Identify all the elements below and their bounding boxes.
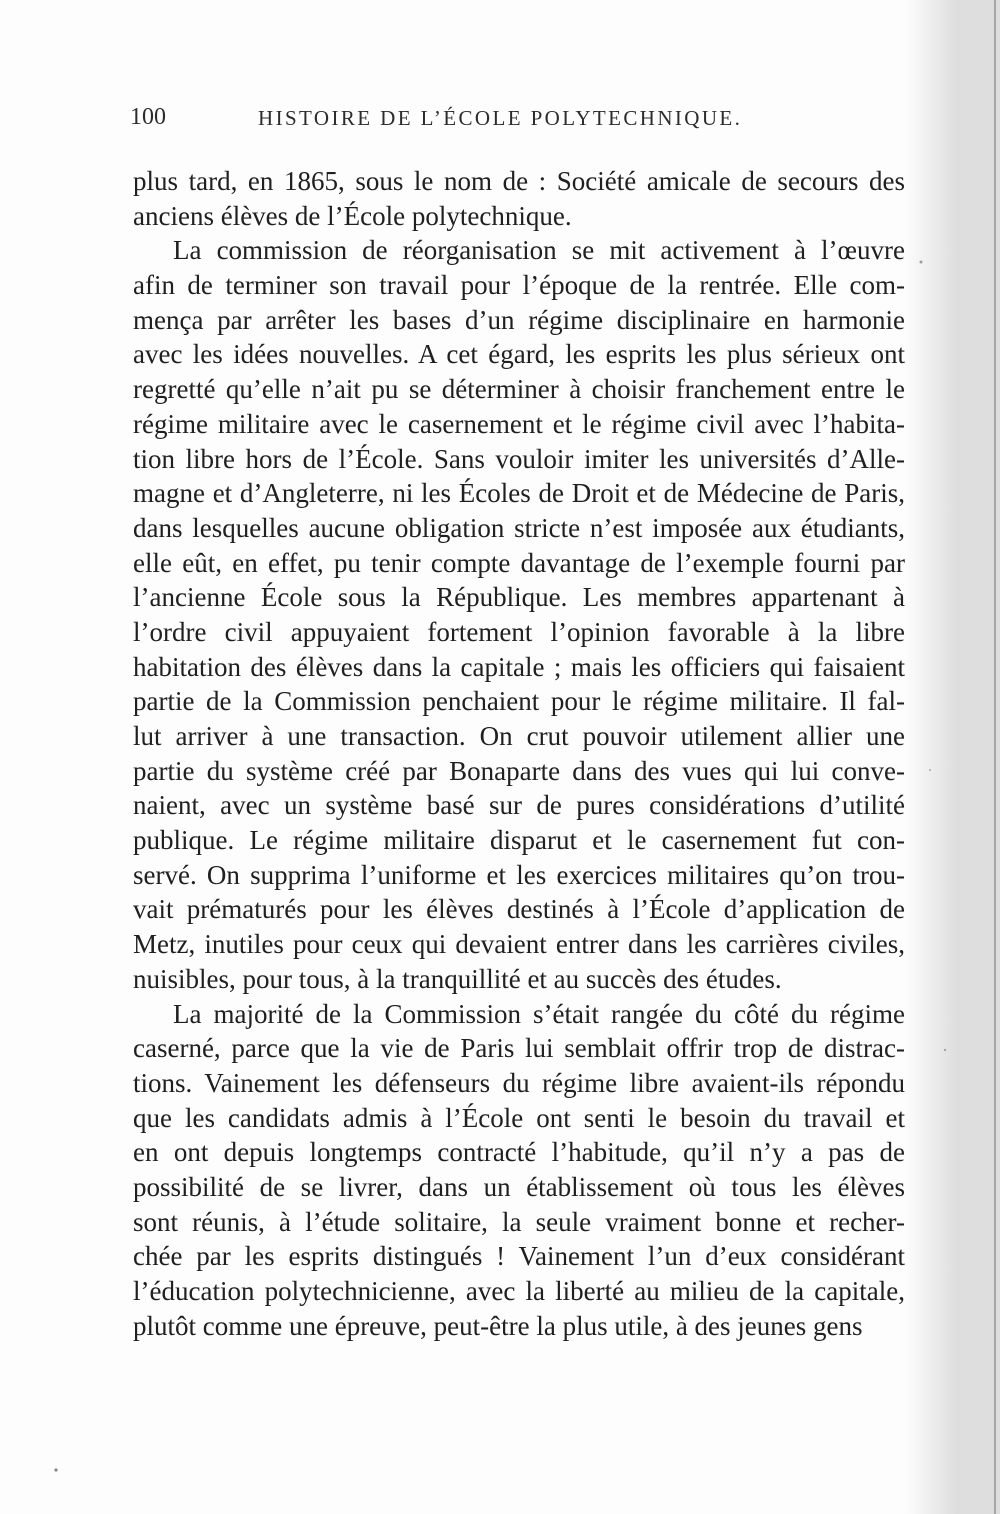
text-line: tion libre hors de l’École. Sans vouloir imiter les universités d’Alle- [133,443,905,474]
text-line: servé. On supprima l’uniforme et les exercices militaires qu’on trou- [133,859,905,890]
text-line: habitation des élèves dans la capitale ; mais les officiers qui faisaient [133,651,905,682]
running-title: HISTOIRE DE L’ÉCOLE POLYTECHNIQUE. [258,106,743,130]
text-line: publique. Le régime militaire disparut et le casernement fut con- [133,825,905,856]
text-line: La majorité de la Commission s’était rangée du côté du régime [173,998,905,1029]
text-line: nuisibles, pour tous, à la tranquillité et au succès des études. [133,963,782,994]
text-line: l’ancienne École sous la République. Les membres appartenant à [133,582,905,613]
text-line: vait prématurés pour les élèves destinés à l’École d’application de [133,894,905,925]
text-line: en ont depuis longtemps contracté l’habitude, qu’il n’y a pas de [133,1137,905,1168]
text-line: afin de terminer son travail pour l’époque de la rentrée. Elle com- [133,270,905,301]
text-line: tions. Vainement les défenseurs du régime libre avaient-ils répondu [133,1067,905,1098]
text-line: l’ordre civil appuyaient fortement l’opinion favorable à la libre [133,616,905,647]
text-line: avec les idées nouvelles. A cet égard, les esprits les plus sérieux ont [133,339,905,370]
text-line: Metz, inutiles pour ceux qui devaient entrer dans les carrières civiles, [133,929,905,960]
text-line: regretté qu’elle n’ait pu se déterminer à choisir franchement entre le [133,374,905,405]
page-header [130,100,790,136]
text-line: partie de la Commission penchaient pour le régime militaire. Il fal- [133,686,905,717]
text-line: elle eût, en effet, pu tenir compte davantage de l’exemple fourni par [133,547,905,578]
text-line: mença par arrêter les bases d’un régime disciplinaire en harmonie [133,304,905,335]
text-line: partie du système créé par Bonaparte dans des vues qui lui conve- [133,755,905,786]
text-line: plutôt comme une épreuve, peut-être la plus utile, à des jeunes gens [133,1310,863,1341]
page-gutter-shadow [905,0,1000,1514]
body-text [133,164,905,1343]
text-line: dans lesquelles aucune obligation stricte n’est imposée aux étudiants, [133,512,905,543]
text-line: que les candidats admis à l’École ont senti le besoin du travail et [133,1102,905,1133]
text-line: naient, avec un système basé sur de pures considérations d’utilité [133,790,905,821]
text-line: anciens élèves de l’École polytechnique. [133,200,572,231]
text-line: lut arriver à une transaction. On crut pouvoir utilement allier une [133,721,905,751]
text-line: caserné, parce que la vie de Paris lui semblait offrir trop de distrac- [133,1033,905,1064]
text-line: possibilité de se livrer, dans un établissement où tous les élèves [133,1171,905,1202]
page-edge-line [994,0,996,1514]
page-number: 100 [130,104,166,130]
text-line: régime militaire avec le casernement et le régime civil avec l’habita- [133,408,905,439]
text-line: chée par les esprits distingués ! Vainement l’un d’eux considérant [133,1241,905,1272]
text-line: magne et d’Angleterre, ni les Écoles de Droit et de Médecine de Paris, [133,478,905,509]
text-line: plus tard, en 1865, sous le nom de : Société amicale de secours des [133,166,905,196]
text-line: La commission de réorganisation se mit activement à l’œuvre [173,235,905,266]
text-line: sont réunis, à l’étude solitaire, la seule vraiment bonne et recher- [133,1206,905,1237]
scan-speck [54,1468,57,1471]
text-line: l’éducation polytechnicienne, avec la liberté au milieu de la capitale, [133,1276,905,1306]
